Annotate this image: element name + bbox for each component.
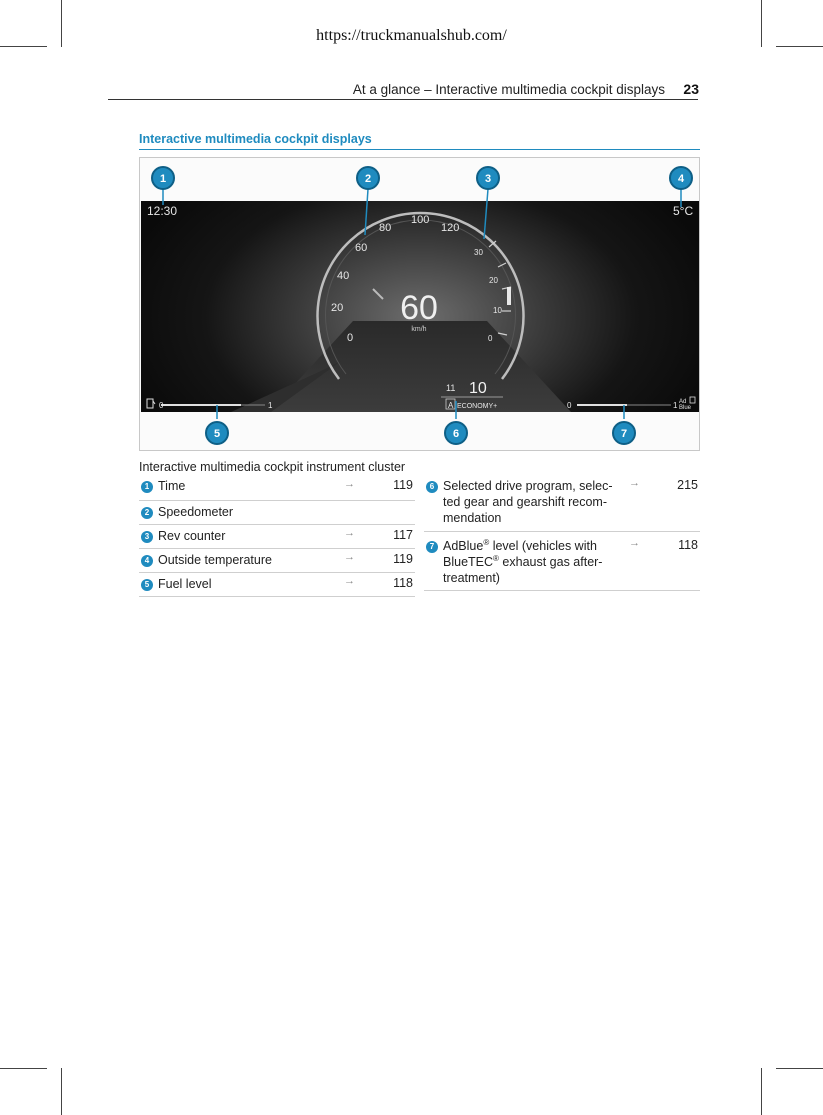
gear-recommendation: 11	[446, 383, 456, 393]
crop-mark	[761, 1068, 762, 1115]
legend-row	[424, 477, 700, 532]
arrow-icon: →	[344, 478, 355, 490]
legend-row	[139, 573, 415, 597]
callout-number: 1	[159, 173, 167, 185]
arrow-icon: →	[344, 575, 355, 587]
callout-number: 5	[213, 428, 221, 440]
callout-1	[152, 167, 174, 189]
callout-3	[477, 167, 499, 189]
crop-mark	[61, 1068, 62, 1115]
callout-4	[670, 167, 692, 189]
section-divider	[139, 149, 700, 150]
legend-label: Outside temperature	[158, 553, 272, 567]
legend-number: 1	[141, 481, 153, 493]
crop-mark	[0, 1068, 47, 1069]
section-title: Interactive multimedia cockpit displays	[139, 132, 372, 146]
legend-label-line	[443, 554, 602, 570]
callout-number: 4	[677, 173, 685, 185]
legend-label: Rev counter	[158, 529, 226, 543]
rev-scale-label: 20	[489, 276, 498, 285]
callout-number: 7	[620, 428, 628, 440]
temperature-readout: 5°C	[673, 204, 694, 218]
callout-5	[206, 422, 228, 444]
adblue-min-label: 0	[567, 401, 572, 410]
legend-label-text: level (vehicles with	[489, 539, 597, 553]
adblue-max-label: 1	[673, 401, 678, 410]
cockpit-figure	[139, 157, 700, 451]
page-reference[interactable]: 118	[393, 576, 413, 590]
speed-scale-label: 40	[337, 270, 350, 282]
rev-scale-label: 30	[474, 248, 483, 257]
legend-number: 3	[141, 531, 153, 543]
rev-scale-label: 0	[488, 334, 493, 343]
current-gear: 10	[469, 380, 487, 397]
page-reference[interactable]: 118	[678, 538, 698, 552]
legend-label-line: Selected drive program, selec-	[443, 479, 613, 493]
legend-number: 4	[141, 555, 153, 567]
fuel-max-label: 1	[268, 401, 273, 410]
speed-readout: 60	[400, 289, 438, 327]
legend-number: 7	[426, 541, 438, 553]
bluetec-term: BlueTEC	[443, 555, 494, 569]
legend-row	[139, 477, 415, 501]
speed-scale-label: 20	[331, 302, 344, 314]
clock-readout: 12:30	[147, 204, 178, 218]
legend-label: Speedometer	[158, 505, 234, 519]
legend-row	[139, 501, 415, 525]
automatic-mode-letter: A	[448, 401, 454, 410]
legend-row	[139, 549, 415, 573]
legend-label: Fuel level	[158, 577, 212, 591]
page-reference[interactable]: 119	[393, 552, 413, 566]
legend-row	[424, 532, 700, 591]
page-number: 23	[683, 81, 699, 97]
callout-number: 6	[452, 428, 460, 440]
speed-scale-label: 120	[441, 222, 460, 234]
arrow-icon: →	[629, 477, 640, 489]
arrow-icon: →	[629, 537, 640, 549]
callout-6	[445, 422, 467, 444]
registered-mark: ®	[493, 553, 499, 563]
callout-layer	[139, 157, 700, 451]
rev-scale-label: 10	[493, 306, 502, 315]
legend-left	[139, 477, 415, 597]
legend-label-text: exhaust gas after-	[498, 555, 603, 569]
legend-number: 2	[141, 507, 153, 519]
registered-mark: ®	[483, 537, 490, 547]
page-reference[interactable]: 119	[393, 478, 413, 492]
speed-scale-label: 100	[411, 214, 430, 226]
header-divider	[108, 99, 698, 100]
page-reference[interactable]: 215	[677, 478, 698, 492]
legend-label: Time	[158, 479, 186, 493]
fuel-min-label: 0	[159, 401, 164, 410]
callout-7	[613, 422, 635, 444]
adblue-term: AdBlue	[443, 539, 484, 553]
crop-mark	[776, 1068, 823, 1069]
callout-2	[357, 167, 379, 189]
arrow-icon: →	[344, 551, 355, 563]
speed-scale-label: 0	[347, 332, 354, 344]
running-head: At a glance – Interactive multimedia cockpit displays	[352, 82, 665, 97]
legend-right	[424, 477, 700, 591]
crop-mark	[0, 46, 47, 47]
figure-caption: Interactive multimedia cockpit instrument cluster	[139, 460, 406, 474]
speed-scale-label: 80	[379, 222, 392, 234]
legend-number: 5	[141, 579, 153, 591]
callout-number: 3	[484, 173, 492, 185]
source-url[interactable]: https://truckmanualshub.com/	[316, 27, 507, 44]
legend-number: 6	[426, 481, 438, 493]
legend-label-line: ted gear and gearshift recom-	[443, 495, 607, 509]
callout-number: 2	[364, 173, 372, 185]
legend-label-line: treatment)	[443, 571, 500, 585]
legend-label-line	[443, 538, 597, 554]
arrow-icon: →	[344, 527, 355, 539]
crop-mark	[776, 46, 823, 47]
speed-unit: km/h	[411, 326, 427, 333]
adblue-label-top: Ad	[679, 399, 687, 405]
legend-row	[139, 525, 415, 549]
page-reference[interactable]: 117	[393, 528, 413, 542]
adblue-label-bottom: Blue	[679, 405, 692, 411]
drive-program: ECONOMY+	[457, 403, 498, 410]
speed-scale-label: 60	[355, 242, 368, 254]
legend-label-line: mendation	[443, 511, 502, 525]
